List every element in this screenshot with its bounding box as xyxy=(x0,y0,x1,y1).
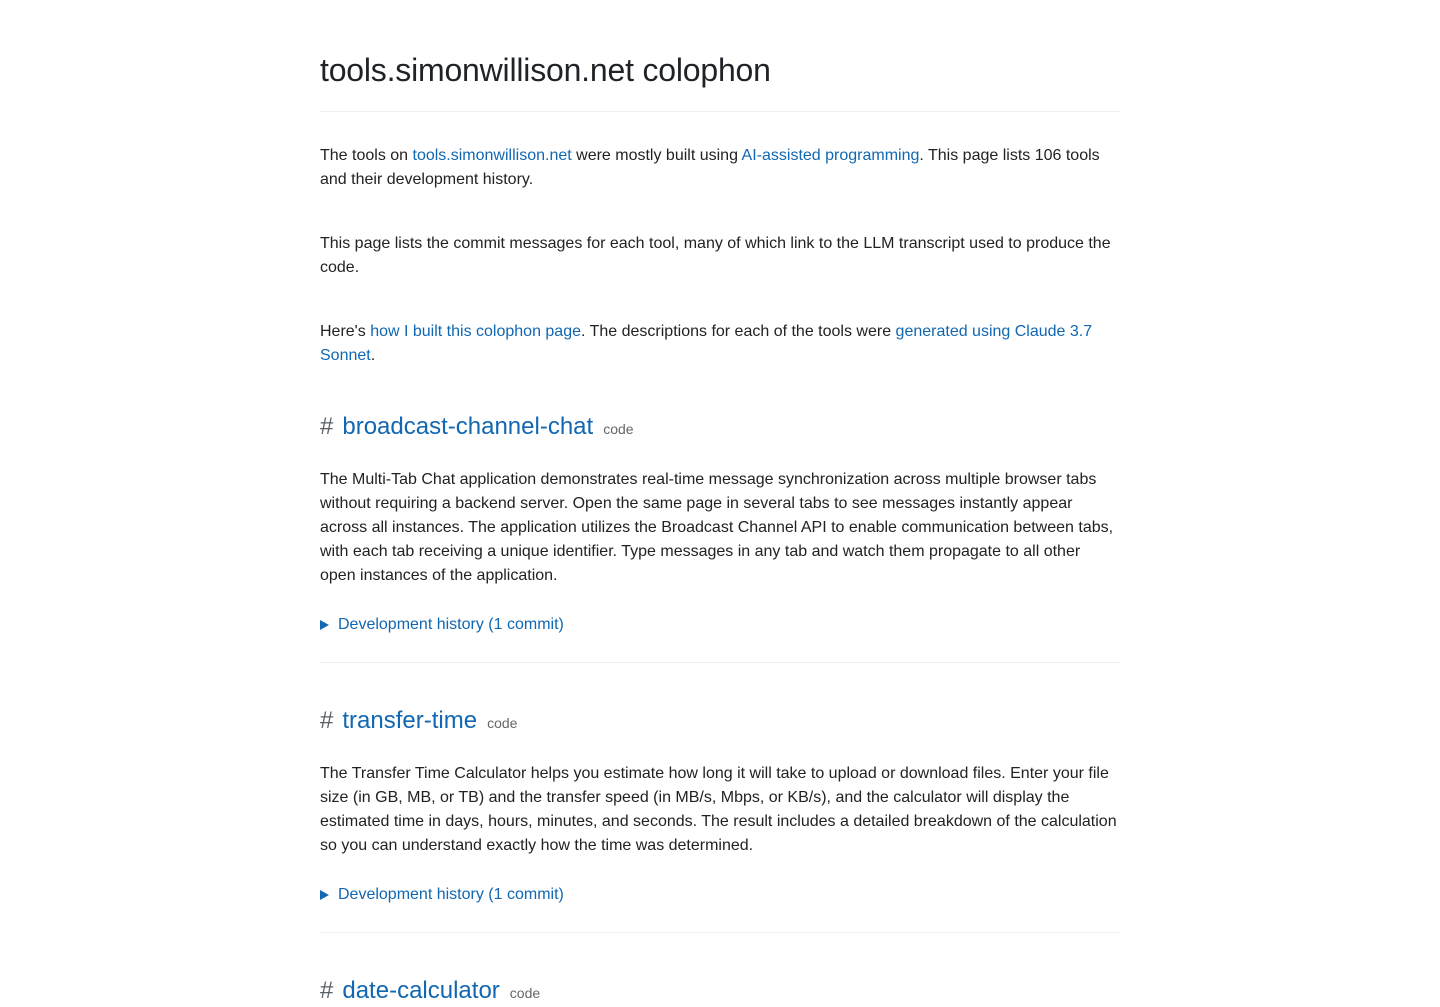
intro-paragraph-3 xyxy=(320,320,1120,368)
page-title: tools.simonwillison.net colophon xyxy=(320,52,771,88)
tool-name-link[interactable]: broadcast-channel-chat xyxy=(342,413,594,440)
content-container xyxy=(320,0,1120,1007)
tool-code-link[interactable]: code xyxy=(603,421,634,437)
tool-section-date-calculator xyxy=(320,977,1120,1007)
development-history-disclosure[interactable] xyxy=(320,884,1120,906)
triangle-right-icon xyxy=(320,620,329,630)
anchor-hash-icon[interactable]: # xyxy=(320,707,334,734)
development-history-disclosure[interactable] xyxy=(320,614,1120,636)
tool-description: The Multi-Tab Chat application demonstrates real-time message synchronization across multiple browser tabs without requiring a backend server. Open the same page in several tabs to see messages instantly appear across all instances. The application utilizes the Broadcast Channel API to enable communication between tabs, with each tab receiving a unique identifier. Type messages in any tab and watch them propagate to all other open instances of the application. xyxy=(320,471,1114,584)
tool-section-broadcast-channel-chat xyxy=(320,413,1120,663)
tool-name-link[interactable]: date-calculator xyxy=(342,977,500,1004)
title-divider xyxy=(320,111,1120,112)
development-history-label: Development history (1 commit) xyxy=(338,886,564,903)
tool-section-transfer-time xyxy=(320,707,1120,933)
intro-p1-text-before: The tools on xyxy=(320,147,413,164)
link-generated-using-claude[interactable]: generated using Claude 3.7 Sonnet xyxy=(320,323,1093,364)
tool-heading xyxy=(320,707,1120,737)
section-divider xyxy=(320,662,1120,663)
intro-p1-text-mid: were mostly built using xyxy=(571,147,742,164)
intro-paragraph-1 xyxy=(320,144,1120,192)
section-divider xyxy=(320,932,1120,933)
link-tools-simonwillison-net[interactable]: tools.simonwillison.net xyxy=(412,147,572,164)
development-history-summary[interactable] xyxy=(320,884,564,906)
anchor-hash-icon[interactable]: # xyxy=(320,413,334,440)
link-how-i-built-this-colophon-page[interactable]: how I built this colophon page xyxy=(370,323,581,340)
triangle-right-icon xyxy=(320,890,329,900)
tool-heading xyxy=(320,413,1120,443)
intro-p1-text-after: . This page lists 106 tools and their development history. xyxy=(320,147,1100,188)
intro-p3-text-before: Here's xyxy=(320,323,371,340)
development-history-summary[interactable] xyxy=(320,614,564,636)
anchor-hash-icon[interactable]: # xyxy=(320,977,334,1004)
tool-code-link[interactable]: code xyxy=(487,715,518,731)
intro-section xyxy=(320,144,1120,368)
intro-p3-text-mid: . The descriptions for each of the tools were xyxy=(581,323,896,340)
tool-heading xyxy=(320,977,1120,1007)
tool-name-link[interactable]: transfer-time xyxy=(342,707,478,734)
tool-description: The Transfer Time Calculator helps you estimate how long it will take to upload or download files. Enter your file size (in GB, MB, or TB) and the transfer speed (in MB/s, Mbps, or KB/s), and the calculator will display the estimated time in days, hours, minutes, and seconds. The result includes a detailed breakdown of the calculation so you can understand exactly how the time was determined. xyxy=(320,765,1117,854)
link-ai-assisted-programming[interactable]: AI-assisted programming xyxy=(741,147,920,164)
development-history-label: Development history (1 commit) xyxy=(338,616,564,633)
intro-paragraph-2: This page lists the commit messages for each tool, many of which link to the LLM transcript used to produce the code. xyxy=(320,235,1111,276)
intro-p3-text-after: . xyxy=(370,347,376,364)
tool-code-link[interactable]: code xyxy=(509,985,541,1001)
